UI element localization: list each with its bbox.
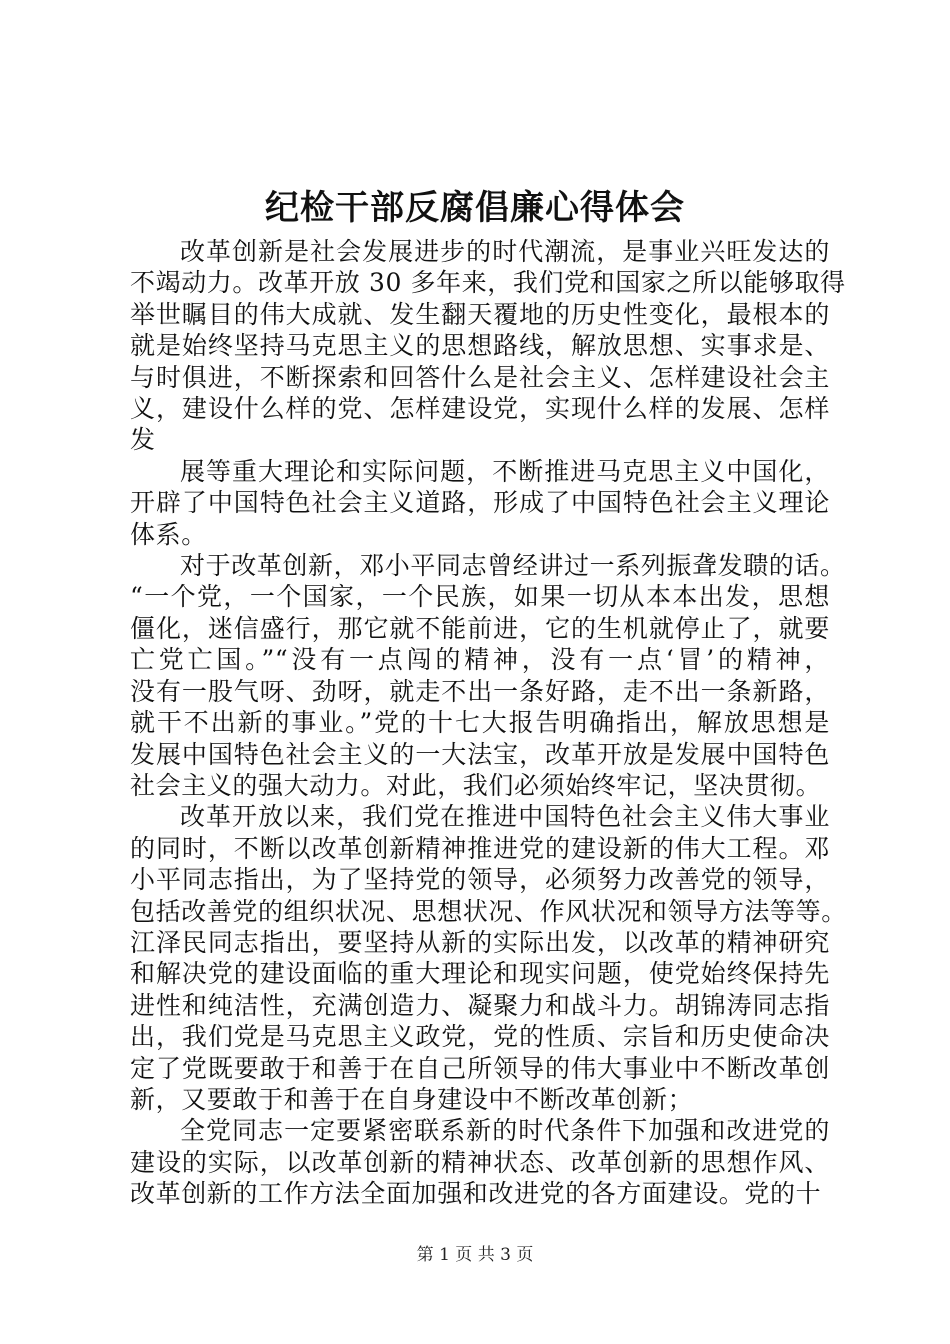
paragraph-line: 就是始终坚持马克思主义的思想路线，解放思想、实事求是、	[130, 331, 830, 361]
paragraph-line: 新，又要敢于和善于在自身建设中不断改革创新；	[130, 1084, 694, 1114]
paragraph-line: 包括改善党的组织状况、思想状况、作风状况和领导方法等等。	[130, 896, 847, 926]
paragraph-line: “一个党，一个国家，一个民族，如果一切从本本出发，思想	[130, 582, 830, 612]
paragraph-line: 全党同志一定要紧密联系新的时代条件下加强和改进党的	[180, 1116, 830, 1146]
paragraph-line: 改革创新是社会发展进步的时代潮流，是事业兴旺发达的	[180, 237, 830, 266]
paragraph-line: 和解决党的建设面临的重大理论和现实问题，使党始终保持先	[130, 959, 830, 989]
paragraph-line: 改革开放以来，我们党在推进中国特色社会主义伟大事业	[180, 802, 830, 832]
paragraph-line: 展等重大理论和实际问题，不断推进马克思主义中国化，	[180, 456, 830, 486]
document-body	[130, 236, 847, 1210]
paragraph-line: 开辟了中国特色社会主义道路，形成了中国特色社会主义理论	[130, 488, 830, 518]
paragraph-line: 就干不出新的事业。”党的十七大报告明确指出，解放思想是	[130, 708, 830, 738]
paragraph-line: 对于改革创新，邓小平同志曾经讲过一系列振聋发聩的话。	[180, 551, 846, 581]
paragraph-line: 体系。	[130, 519, 207, 549]
document-title: 纪检干部反腐倡廉心得体会	[265, 188, 685, 228]
paragraph-line: 不竭动力。改革开放 30 多年来，我们党和国家之所以能够取得	[130, 268, 846, 298]
body-paragraph	[130, 1115, 830, 1209]
paragraph-line: 没有一股气呀、劲呀，就走不出一条好路，走不出一条新路，	[130, 676, 830, 706]
paragraph-line: 建设的实际，以改革创新的精神状态、改革创新的思想作风、	[130, 1147, 830, 1177]
paragraph-line: 小平同志指出，为了坚持党的领导，必须努力改善党的领导，	[130, 865, 830, 895]
paragraph-line: 的同时，不断以改革创新精神推进党的建设新的伟大工程。邓	[130, 833, 830, 863]
paragraph-line: 定了党既要敢于和善于在自己所领导的伟大事业中不断改革创	[130, 1053, 830, 1083]
paragraph-line: 出，我们党是马克思主义政党，党的性质、宗旨和历史使命决	[130, 1022, 830, 1052]
paragraph-line: 举世瞩目的伟大成就、发生翻天覆地的历史性变化，最根本的	[130, 299, 830, 329]
paragraph-line: 发展中国特色社会主义的一大法宝，改革开放是发展中国特色	[130, 739, 830, 769]
body-paragraph	[130, 550, 846, 801]
paragraph-line: 义，建设什么样的党、怎样建设党，实现什么样的发展、怎样	[130, 394, 830, 424]
paragraph-line: 与时俱进，不断探索和回答什么是社会主义、怎样建设社会主	[130, 362, 830, 392]
page-footer: 第 1 页 共 3 页	[416, 1245, 534, 1265]
paragraph-line: 社会主义的强大动力。对此，我们必须始终牢记，坚决贯彻。	[130, 770, 822, 800]
paragraph-line: 改革创新的工作方法全面加强和改进党的各方面建设。党的十	[130, 1179, 822, 1209]
paragraph-line: 僵化，迷信盛行，那它就不能前进，它的生机就停止了，就要	[130, 613, 830, 643]
body-paragraph	[130, 456, 830, 550]
paragraph-line: 进性和纯洁性，充满创造力、凝聚力和战斗力。胡锦涛同志指	[130, 990, 830, 1020]
paragraph-line: 亡党亡国。”“没有一点闯的精神，没有一点‘冒’的精神，	[130, 645, 830, 675]
paragraph-line: 发	[130, 425, 156, 455]
paragraph-line: 江泽民同志指出，要坚持从新的实际出发，以改革的精神研究	[130, 927, 830, 957]
body-paragraph	[130, 236, 846, 456]
body-paragraph	[130, 801, 847, 1115]
